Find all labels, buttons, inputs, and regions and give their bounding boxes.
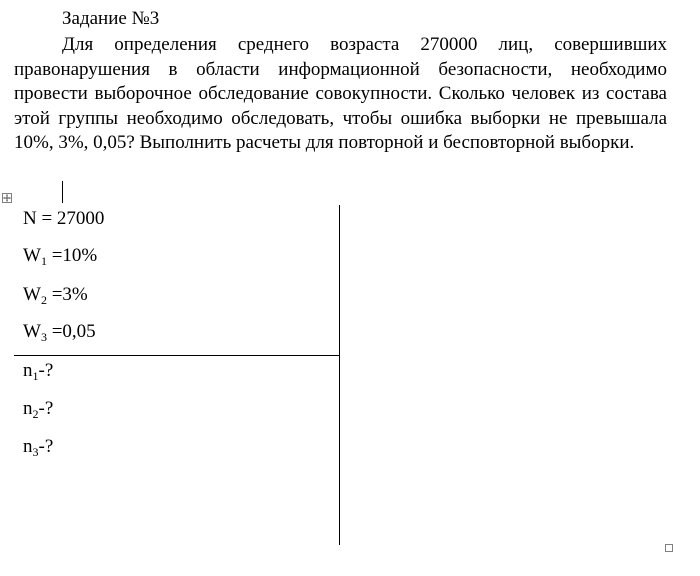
given-w1 — [23, 245, 97, 268]
given-w3-base: W — [23, 321, 41, 342]
find-n1-sub: 1 — [32, 369, 39, 383]
find-n2 — [23, 398, 53, 421]
find-n3-base: n — [23, 436, 33, 457]
table-horizontal-border — [14, 355, 340, 356]
task-paragraph: Для определения среднего возраста 270000 лиц, совершивших правонарушения в области информационной безопасности, необходимо провести выборочное обследование совокупности. Сколько человек из состава этой группы необходимо обследовать, чтобы ошибка выборки не превышала 10%, 3%, 0,05? Выполнить расчеты для повторной и бесповторной выборки. — [14, 34, 667, 153]
given-w2-sub: 2 — [40, 293, 47, 307]
given-w3-sub: 3 — [40, 330, 47, 344]
given-w2-value: =3% — [46, 284, 88, 305]
given-w2-base: W — [23, 284, 41, 305]
given-w1-base: W — [23, 245, 41, 266]
task-title: Задание №3 — [62, 8, 160, 29]
find-n1 — [23, 360, 53, 383]
find-n3 — [23, 436, 53, 459]
given-w3-value: =0,05 — [46, 321, 96, 342]
table-resize-handle-icon[interactable] — [665, 544, 673, 552]
find-n2-base: n — [23, 398, 33, 419]
given-w2 — [23, 284, 88, 307]
table-move-handle-icon[interactable] — [2, 193, 12, 203]
find-n1-value: -? — [38, 360, 54, 381]
given-w3 — [23, 321, 96, 344]
given-w1-value: =10% — [46, 245, 98, 266]
find-n2-sub: 2 — [32, 407, 39, 421]
table-vertical-border — [339, 205, 340, 545]
find-n1-base: n — [23, 360, 33, 381]
given-w1-sub: 1 — [40, 254, 47, 268]
find-n3-sub: 3 — [32, 445, 39, 459]
text-cursor — [62, 181, 63, 203]
find-n3-value: -? — [38, 436, 54, 457]
given-n: N = 27000 — [23, 208, 105, 229]
find-n2-value: -? — [38, 398, 54, 419]
